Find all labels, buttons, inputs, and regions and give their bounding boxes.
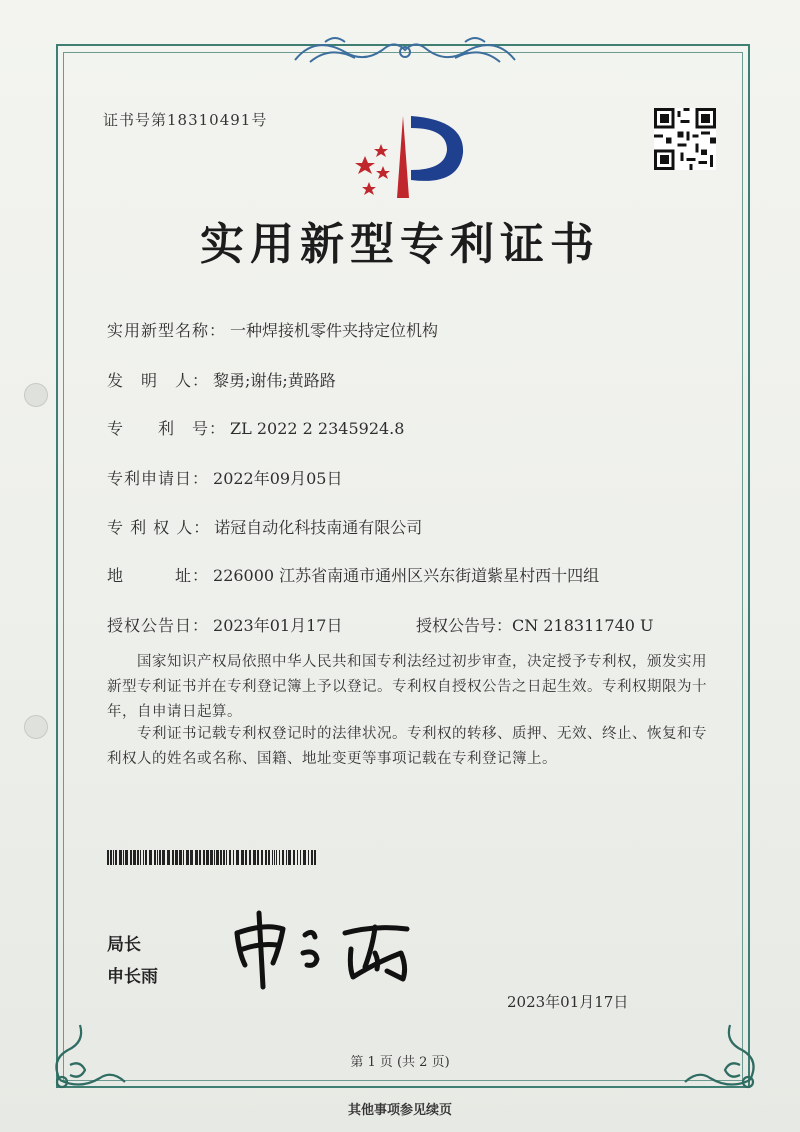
patentee-row	[107, 515, 422, 538]
director-title: 局长	[107, 935, 141, 955]
field-label: 专利申请日：	[107, 469, 210, 488]
page-number: 第 1 页 (共 2 页)	[350, 1055, 450, 1070]
punch-hole	[24, 383, 48, 407]
field-label: 授权公告号：	[416, 616, 513, 635]
sign-date: 2023年01月17日	[507, 993, 629, 1011]
field-label: 地 址：	[107, 566, 210, 585]
field-label: 发 明 人：	[107, 371, 210, 390]
field-value: 2023年01月17日	[213, 616, 343, 635]
qr-code-icon	[654, 108, 716, 170]
field-label: 实用新型名称：	[107, 321, 227, 340]
publication-number-row	[416, 613, 654, 636]
field-value: CN 218311740 U	[512, 616, 654, 635]
legal-status-statement: 专利证书记载专利权登记时的法律状况。专利权的转移、质押、无效、终止、恢复和专利权人的姓名或名称、国籍、地址变更等事项记载在专利登记簿上。	[107, 726, 707, 767]
top-ornament-icon	[285, 30, 525, 72]
field-value: 一种焊接机零件夹持定位机构	[230, 321, 439, 340]
field-label: 专 利 号：	[107, 419, 227, 438]
field-value: 诺冠自动化科技南通有限公司	[214, 518, 423, 537]
director-signature	[225, 905, 435, 990]
inventor-row	[107, 368, 336, 391]
director-name: 申长雨	[107, 967, 158, 987]
field-label: 专 利 权 人：	[107, 518, 211, 537]
field-value: 黎勇;谢伟;黄路路	[213, 371, 336, 390]
application-date-row	[107, 466, 342, 489]
barcode-icon	[107, 850, 318, 865]
field-value: 2022年09月05日	[213, 469, 343, 488]
patent-number-row	[107, 416, 404, 439]
field-value: 226000 江苏省南通市通州区兴东街道紫星村西十四组	[213, 566, 600, 585]
grant-date-row	[107, 613, 342, 636]
utility-model-name-row	[107, 318, 438, 341]
grant-statement: 国家知识产权局依照中华人民共和国专利法经过初步审查，决定授予专利权，颁发实用新型专利证书并在专利登记簿上予以登记。专利权自授权公告之日起生效。专利权期限为十年，自申请日起算。	[107, 654, 707, 720]
field-label: 授权公告日：	[107, 616, 210, 635]
continued-note: 其他事项参见续页	[347, 1103, 452, 1118]
cnipa-logo-icon	[345, 108, 470, 203]
punch-hole	[24, 715, 48, 739]
certificate-number: 证书号第18310491号	[103, 111, 268, 129]
address-row	[107, 563, 599, 586]
field-value: ZL 2022 2 2345924.8	[230, 419, 405, 438]
certificate-title: 实用新型专利证书	[200, 219, 600, 270]
